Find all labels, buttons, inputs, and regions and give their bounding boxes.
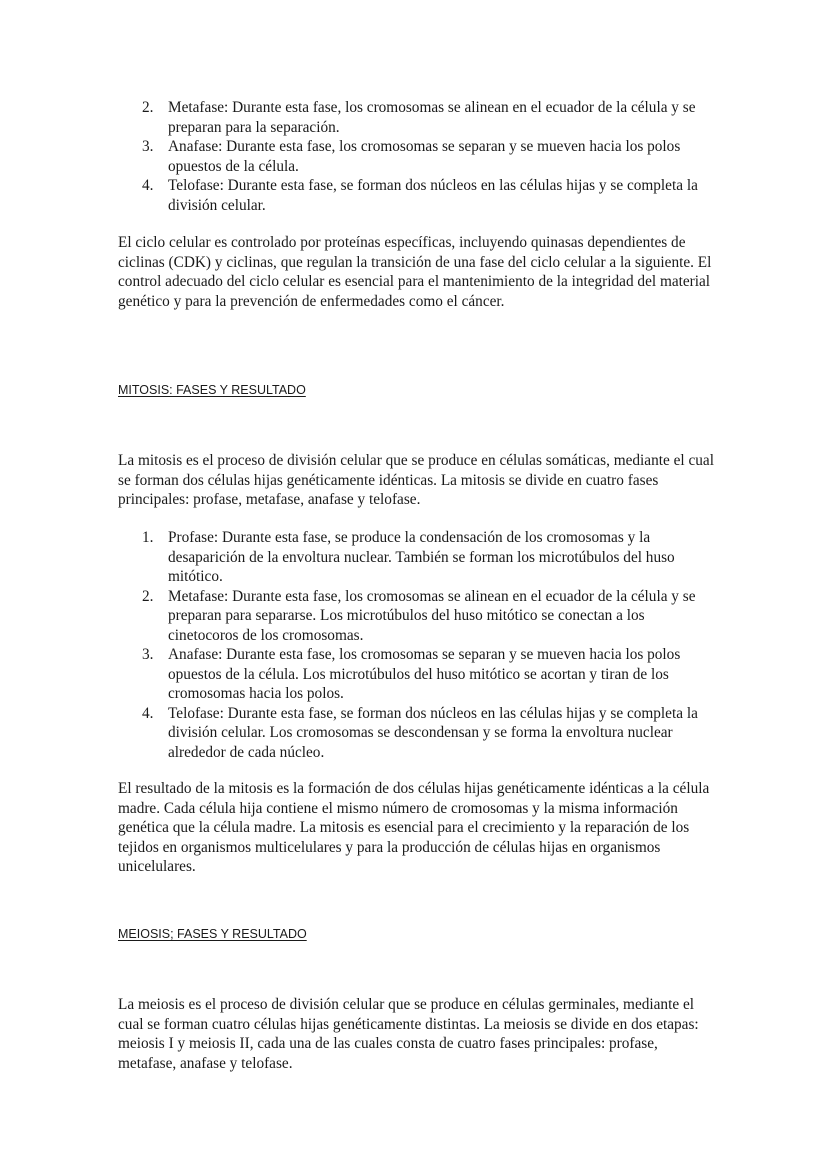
paragraph: El ciclo celular es controlado por proteínas específicas, incluyendo quinasas dependientes de ciclinas (CDK) y ciclinas, que regulan la transición de una fase del ciclo celular a la siguiente. El control adecuado del ciclo celular es esencial para el mantenimiento de la integridad del material genético y para la prevención de enfermedades como el cáncer. xyxy=(118,234,712,310)
list-number: 2. xyxy=(142,99,154,116)
list-number: 1. xyxy=(142,529,154,546)
paragraph: El resultado de la mitosis es la formación de dos células hijas genéticamente idénticas a la célula madre. Cada célula hija contiene el mismo número de cromosomas y la misma información genética que la célula madre. La mitosis es esencial para el crecimiento y la reparación de los tejidos en organismos multicelulares y para la producción de células hijas en organismos unicelulares. xyxy=(118,780,710,875)
list-item xyxy=(118,176,718,215)
list-item xyxy=(118,587,718,646)
cell-cycle-paragraph xyxy=(118,233,718,311)
mitosis-result xyxy=(118,779,718,877)
list-number: 2. xyxy=(142,587,154,605)
list-text: Metafase: Durante esta fase, los cromosomas se alinean en el ecuador de la célula y se preparan para la separación. xyxy=(168,99,696,136)
list-text: Telofase: Durante esta fase, se forman dos núcleos en las células hijas y se completa la división celular. xyxy=(168,177,698,214)
cell-cycle-phases-list xyxy=(118,98,718,215)
list-item xyxy=(118,645,718,704)
list-number: 3. xyxy=(142,138,154,155)
list-item xyxy=(118,137,718,176)
mitosis-intro xyxy=(118,451,718,510)
paragraph: La mitosis es el proceso de división celular que se produce en células somáticas, mediante el cual se forman dos células hijas genéticamente idénticas. La mitosis se divide en cuatro fases principales: profase, metafase, anafase y telofase. xyxy=(118,452,714,508)
list-text: Anafase: Durante esta fase, los cromosomas se separan y se mueven hacia los polos opuestos de la célula. xyxy=(168,138,681,175)
list-text: Telofase: Durante esta fase, se forman dos núcleos en las células hijas y se completa la división celular. Los cromosomas se descondensan y se forma la envoltura nuclear alrededor de cada núcleo. xyxy=(168,704,698,761)
list-item xyxy=(118,528,718,587)
mitosis-phases-list xyxy=(118,528,718,762)
mitosis-heading: MITOSIS: FASES Y RESULTADO xyxy=(118,383,306,397)
list-item xyxy=(118,98,718,137)
list-text: Metafase: Durante esta fase, los cromosomas se alinean en el ecuador de la célula y se preparan para separarse. Los microtúbulos del huso mitótico se conectan a los cinetocoros de los cromosomas. xyxy=(168,587,696,644)
list-number: 4. xyxy=(142,177,154,194)
list-number: 4. xyxy=(142,704,154,722)
paragraph: La meiosis es el proceso de división celular que se produce en células germinales, mediante el cual se forman cuatro células hijas genéticamente distintas. La meiosis se divide en dos etapas: meiosis I y meiosis II, cada una de las cuales consta de cuatro fases principales: profase, metafase, anafase y telofase. xyxy=(118,996,699,1072)
list-number: 3. xyxy=(142,646,154,663)
meiosis-heading: MEIOSIS; FASES Y RESULTADO xyxy=(118,927,307,941)
list-item xyxy=(118,704,718,763)
list-text: Anafase: Durante esta fase, los cromosomas se separan y se mueven hacia los polos opuestos de la célula. Los microtúbulos del huso mitótico se acortan y tiran de los cromosomas hacia los polos. xyxy=(168,646,681,702)
meiosis-intro xyxy=(118,995,718,1073)
list-text: Profase: Durante esta fase, se produce la condensación de los cromosomas y la desaparición de la envoltura nuclear. También se forman los microtúbulos del huso mitótico. xyxy=(168,529,675,585)
